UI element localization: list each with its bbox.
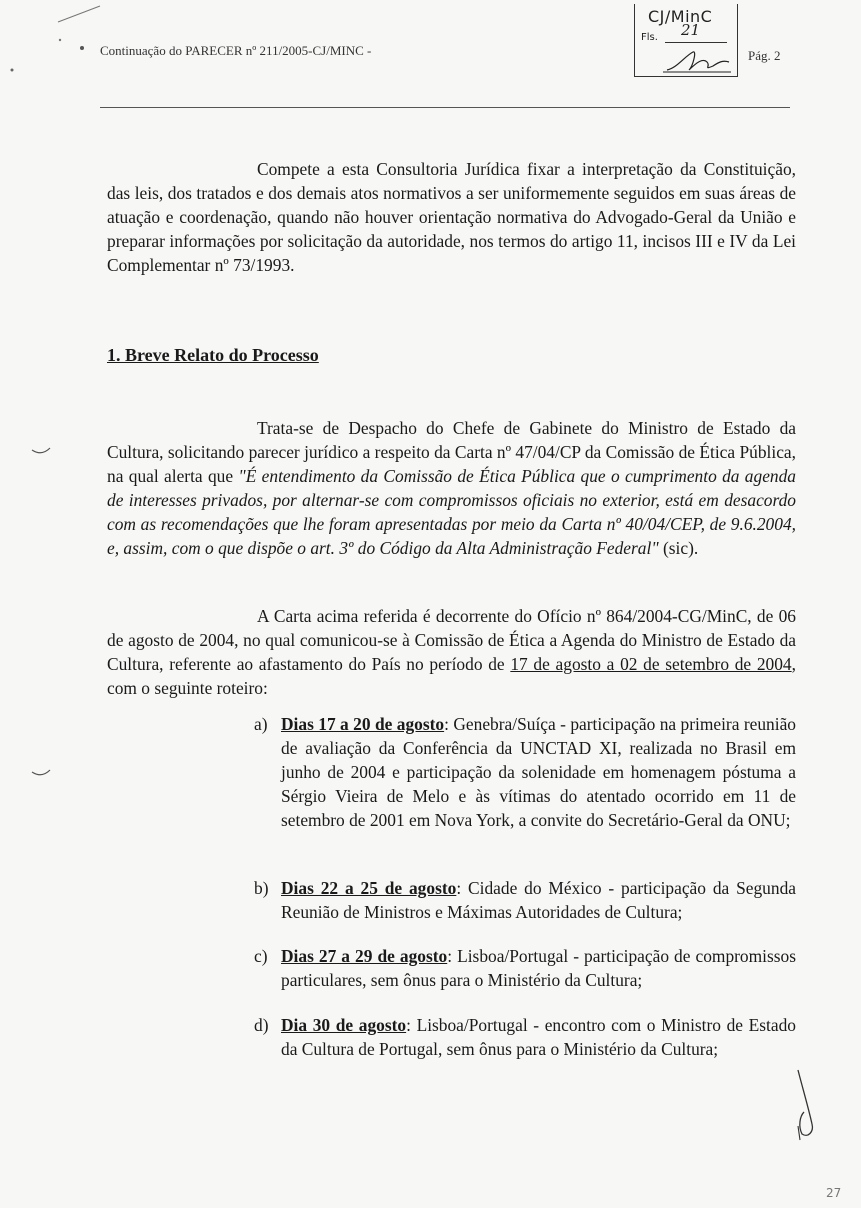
stamp-fls-line bbox=[665, 42, 727, 43]
stamp-org: CJ/MinC bbox=[648, 7, 713, 26]
scan-mark-top-left bbox=[0, 0, 120, 80]
header-continuation: Continuação do PARECER nº 211/2005-CJ/MINC - bbox=[100, 43, 372, 58]
item-date: Dias 17 a 20 de agosto bbox=[281, 714, 445, 734]
item-text: : Cidade do México - participação da Segunda Reunião de Ministros e Máximas Autoridades de Cultura; bbox=[281, 878, 796, 922]
section-heading: 1. Breve Relato do Processo bbox=[107, 345, 319, 365]
header-divider bbox=[100, 107, 790, 108]
letter-paragraph bbox=[107, 604, 796, 700]
itinerary-item bbox=[254, 876, 796, 924]
item-date: Dias 27 a 29 de agosto bbox=[281, 946, 448, 966]
stamp-fls-label: Fls. bbox=[641, 32, 658, 43]
report-lead: Trata-se de Despacho do Chefe de Gabinete do Ministro de Estado da Cultura, solicitando parecer jurídico a respeito da Carta nº 47/04/CP da Comissão de Ética Pública, na qual alerta que bbox=[107, 418, 796, 486]
stamp-initials-signature bbox=[663, 48, 733, 74]
item-text: : Lisboa/Portugal - encontro com o Ministro de Estado da Cultura de Portugal, sem ônus para o Ministério da Cultura; bbox=[281, 1015, 796, 1059]
item-date: Dias 22 a 25 de agosto bbox=[281, 878, 457, 898]
item-label: c) bbox=[254, 946, 268, 966]
itinerary-item bbox=[254, 944, 796, 992]
letter-tail: , com o seguinte roteiro: bbox=[107, 654, 796, 698]
item-text: : Lisboa/Portugal - participação de compromissos particulares, sem ônus para o Ministério da Cultura; bbox=[281, 946, 796, 990]
itinerary-item bbox=[254, 1013, 796, 1061]
report-paragraph bbox=[107, 416, 796, 560]
report-quote: "É entendimento da Comissão de Ética Pública que o cumprimento da agenda de interesses privados, por alternar-se com compromissos oficiais no exterior, está em desacordo com as recomendações que lhe foram apresentadas por meio da Carta nº 40/04/CEP, de 9.6.2004, e, assim, com o que dispõe o art. 3º do Código da Alta Administração Federal" bbox=[107, 466, 797, 558]
margin-mark bbox=[30, 440, 54, 460]
letter-lead: A Carta acima referida é decorrente do Ofício nº 864/2004-CG/MinC, de 06 de agosto de 2004, no qual comunicou-se à Comissão de Ética a Agenda do Ministro de Estado da Cultura, referente ao afastamento do País no período de bbox=[107, 606, 796, 674]
item-text: : Genebra/Suíça - participação na primeira reunião de avaliação da Conferência da UNCTAD XI, realizada no Brasil em junho de 2004 e participação da solenidade em homenagem póstuma a Sérgio Vieira de Melo e às vítimas do atentado ocorrido em 11 de setembro de 2001 em Nova York, a convite do Secretário-Geral da ONU; bbox=[281, 714, 796, 830]
handwritten-initial bbox=[788, 1066, 828, 1146]
protocol-stamp bbox=[634, 4, 738, 77]
letter-period: 17 de agosto a 02 de setembro de 2004 bbox=[510, 654, 792, 674]
margin-mark bbox=[30, 764, 54, 784]
page-number: Pág. 2 bbox=[748, 48, 781, 63]
item-label: d) bbox=[254, 1015, 269, 1035]
header-bullet bbox=[80, 46, 84, 50]
report-tail: (sic). bbox=[658, 538, 699, 558]
stamp-fls-number: 21 bbox=[681, 21, 701, 39]
intro-paragraph: Compete a esta Consultoria Jurídica fixar a interpretação da Constituição, das leis, dos tratados e dos demais atos normativos a ser uniformemente seguidos em suas áreas de atuação e coordenação, quando não houver orientação normativa do Advogado-Geral da União e preparar informações por solicitação da autoridade, nos termos do artigo 11, incisos III e IV da Lei Complementar nº 73/1993. bbox=[107, 159, 796, 275]
page-pencil-number: 27 bbox=[826, 1186, 842, 1200]
item-label: a) bbox=[254, 714, 268, 734]
itinerary-item bbox=[254, 712, 796, 832]
item-date: Dia 30 de agosto bbox=[281, 1015, 407, 1035]
item-label: b) bbox=[254, 878, 269, 898]
